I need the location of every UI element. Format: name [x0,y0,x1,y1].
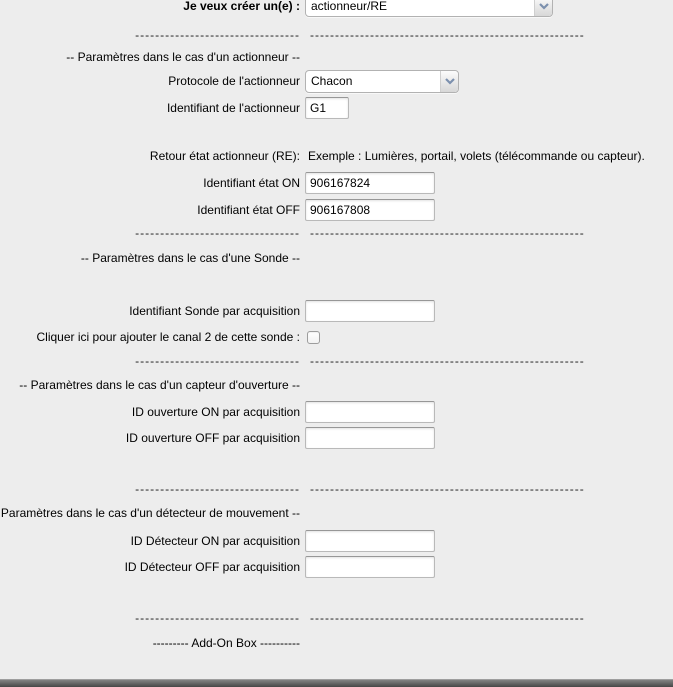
identifiant-sonde-label: Identifiant Sonde par acquisition [129,304,300,318]
ouverture-off-input[interactable] [305,427,435,449]
ouverture-on-input[interactable] [305,401,435,423]
detecteur-on-label: ID Détecteur ON par acquisition [130,534,300,548]
separator-right: ------------------------------------------------------- [310,610,585,625]
retour-etat-label: Retour état actionneur (RE): [149,149,300,163]
identifiant-sonde-row [0,300,673,322]
identifiant-actionneur-input[interactable] [305,97,349,119]
separator-left: --------------------------------- [135,353,300,368]
ouverture-section-heading-row [0,378,673,392]
create-type-label: Je veux créer un(e) : [183,0,300,13]
separator-right: ------------------------------------------------------- [310,225,585,240]
retour-etat-hint: Exemple : Lumières, portail, volets (télécommande ou capteur). [308,149,645,163]
sonde-section-heading-row [0,251,673,265]
ouverture-on-row [0,401,673,423]
separator-left: --------------------------------- [135,610,300,625]
separator-left: --------------------------------- [135,225,300,240]
separator [0,28,673,41]
addon-heading: --------- Add-On Box ---------- [152,636,300,650]
canal2-label: Cliquer ici pour ajouter le canal 2 de cette sonde : [36,330,300,344]
detecteur-off-row [0,556,673,578]
protocole-value: Chacon [311,74,353,88]
detecteur-off-label: ID Détecteur OFF par acquisition [124,560,300,574]
ouverture-off-row [0,427,673,449]
create-type-row [0,0,673,18]
retour-etat-row [0,148,673,164]
chevron-down-icon [534,0,552,16]
protocole-select[interactable] [305,70,459,93]
actionneur-section-heading-row [0,50,673,64]
canal2-row [0,329,673,345]
separator [0,354,673,367]
window-bottom-edge [0,679,673,687]
separator [0,226,673,239]
sonde-section-heading: -- Paramètres dans le cas d'une Sonde -- [80,251,300,265]
etat-off-label: Identifiant état OFF [197,203,300,217]
separator-right: ------------------------------------------------------- [310,353,585,368]
identifiant-sonde-input[interactable] [305,300,435,322]
separator [0,611,673,624]
separator [0,482,673,495]
mouvement-section-heading: Paramètres dans le cas d'un détecteur de mouvement -- [0,506,300,520]
detecteur-on-row [0,530,673,552]
etat-on-input[interactable] [305,172,435,194]
ouverture-section-heading: -- Paramètres dans le cas d'un capteur d'ouverture -- [19,378,300,392]
mouvement-section-heading-row [0,506,673,520]
ouverture-off-label: ID ouverture OFF par acquisition [125,431,300,445]
separator-right: ------------------------------------------------------- [310,481,585,496]
etat-off-row [0,199,673,221]
actionneur-section-heading: -- Paramètres dans le cas d'un actionneur -- [66,50,300,64]
chevron-down-icon [440,71,458,92]
addon-heading-row [0,636,673,650]
identifiant-actionneur-row [0,97,673,119]
canal2-checkbox[interactable] [307,331,320,344]
protocole-label: Protocole de l'actionneur [168,74,300,88]
separator-left: --------------------------------- [135,481,300,496]
detecteur-off-input[interactable] [305,556,435,578]
ouverture-on-label: ID ouverture ON par acquisition [131,405,300,419]
etat-off-input[interactable] [305,199,435,221]
identifiant-actionneur-label: Identifiant de l'actionneur [166,101,300,115]
create-type-select[interactable] [305,0,553,17]
separator-right: ------------------------------------------------------- [310,27,585,42]
etat-on-row [0,172,673,194]
create-type-value: actionneur/RE [311,0,388,13]
etat-on-label: Identifiant état ON [203,176,300,190]
separator-left: --------------------------------- [135,27,300,42]
detecteur-on-input[interactable] [305,530,435,552]
protocole-row [0,69,673,93]
